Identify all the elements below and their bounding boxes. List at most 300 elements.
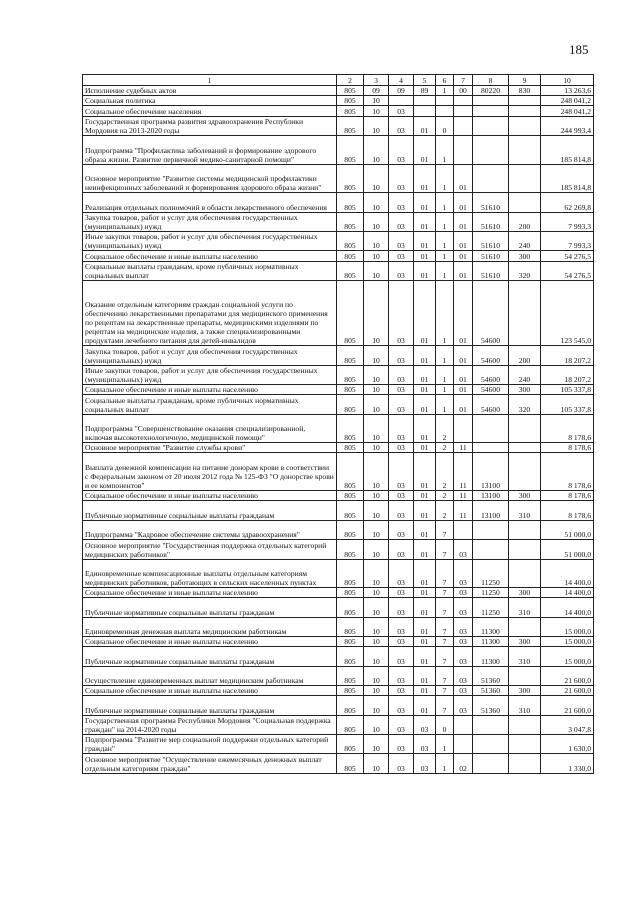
row-amount: 51 000,0 bbox=[541, 540, 594, 559]
row-code: 7 bbox=[436, 686, 454, 696]
row-code: 7 bbox=[436, 617, 454, 636]
row-name: Публичные нормативные социальные выплаты гражданам bbox=[83, 647, 337, 666]
row-code: 01 bbox=[414, 346, 436, 365]
row-code: 0 bbox=[436, 715, 454, 734]
row-code: 03 bbox=[389, 116, 414, 135]
row-code: 80220 bbox=[473, 86, 509, 96]
row-code bbox=[454, 96, 473, 106]
row-code: 51360 bbox=[473, 686, 509, 696]
row-code: 01 bbox=[414, 617, 436, 636]
row-code: 300 bbox=[509, 686, 541, 696]
row-code: 01 bbox=[414, 164, 436, 193]
row-name: Осуществление единовременных выплат медицинским работникам bbox=[83, 666, 337, 685]
row-code: 10 bbox=[364, 212, 389, 231]
row-code: 01 bbox=[414, 559, 436, 588]
row-code: 2 bbox=[436, 453, 454, 491]
row-code: 01 bbox=[414, 395, 436, 414]
row-code: 03 bbox=[389, 106, 414, 116]
row-code: 10 bbox=[364, 696, 389, 715]
row-code: 01 bbox=[454, 280, 473, 345]
row-code: 03 bbox=[389, 453, 414, 491]
row-code bbox=[509, 96, 541, 106]
table-row bbox=[83, 647, 594, 666]
row-code bbox=[473, 520, 509, 539]
row-code: 03 bbox=[389, 715, 414, 734]
table-row bbox=[83, 617, 594, 636]
row-code: 805 bbox=[337, 666, 364, 685]
row-code: 805 bbox=[337, 385, 364, 395]
row-code: 03 bbox=[389, 414, 414, 443]
row-code: 01 bbox=[414, 453, 436, 491]
row-code: 10 bbox=[364, 164, 389, 193]
row-code: 310 bbox=[509, 696, 541, 715]
row-code: 10 bbox=[364, 598, 389, 617]
row-code: 7 bbox=[436, 666, 454, 685]
row-name: Социальные выплаты гражданам, кроме публичных нормативных социальных выплат bbox=[83, 261, 337, 280]
row-code: 10 bbox=[364, 395, 389, 414]
row-code: 7 bbox=[436, 647, 454, 666]
row-name: Государственная программа Республики Мордовия "Социальная поддержка граждан" на 2014-2020 годы bbox=[83, 715, 337, 734]
row-code: 11 bbox=[454, 491, 473, 501]
row-code: 03 bbox=[389, 385, 414, 395]
row-code: 01 bbox=[414, 696, 436, 715]
row-code: 10 bbox=[364, 647, 389, 666]
row-code bbox=[509, 414, 541, 443]
row-code: 03 bbox=[454, 588, 473, 598]
table-row bbox=[83, 453, 594, 491]
row-code: 01 bbox=[414, 193, 436, 212]
row-name: Социальное обеспечение и иные выплаты населению bbox=[83, 491, 337, 501]
row-code: 10 bbox=[364, 261, 389, 280]
row-code: 830 bbox=[509, 86, 541, 96]
row-amount: 8 178,6 bbox=[541, 501, 594, 520]
row-code bbox=[473, 443, 509, 453]
row-code: 805 bbox=[337, 715, 364, 734]
row-code: 805 bbox=[337, 598, 364, 617]
row-code: 10 bbox=[364, 559, 389, 588]
row-code: 03 bbox=[389, 735, 414, 754]
row-code: 805 bbox=[337, 686, 364, 696]
header-cell: 3 bbox=[364, 75, 389, 86]
row-code: 7 bbox=[436, 540, 454, 559]
row-code: 1 bbox=[436, 365, 454, 384]
row-code: 01 bbox=[414, 491, 436, 501]
row-code: 7 bbox=[436, 559, 454, 588]
table-row bbox=[83, 116, 594, 135]
row-code: 805 bbox=[337, 135, 364, 164]
row-code: 11 bbox=[454, 443, 473, 453]
table-row bbox=[83, 251, 594, 261]
row-code bbox=[473, 414, 509, 443]
row-code: 54600 bbox=[473, 395, 509, 414]
row-code bbox=[509, 443, 541, 453]
row-name: Государственная программа развития здравоохранения Республики Мордовия на 2013-2020 годы bbox=[83, 116, 337, 135]
row-name: Единовременная денежная выплата медицинским работникам bbox=[83, 617, 337, 636]
row-code: 03 bbox=[389, 617, 414, 636]
row-code: 03 bbox=[389, 686, 414, 696]
row-code bbox=[509, 116, 541, 135]
table-row bbox=[83, 491, 594, 501]
row-code: 10 bbox=[364, 414, 389, 443]
row-code: 51610 bbox=[473, 231, 509, 250]
row-code: 51610 bbox=[473, 193, 509, 212]
row-code bbox=[473, 164, 509, 193]
row-code: 03 bbox=[389, 520, 414, 539]
row-code: 1 bbox=[436, 212, 454, 231]
row-code: 13100 bbox=[473, 453, 509, 491]
row-code bbox=[454, 116, 473, 135]
row-code: 02 bbox=[454, 754, 473, 773]
table-row bbox=[83, 193, 594, 212]
row-code: 51610 bbox=[473, 212, 509, 231]
row-code: 10 bbox=[364, 491, 389, 501]
row-code: 03 bbox=[454, 559, 473, 588]
row-code: 300 bbox=[509, 385, 541, 395]
row-code: 10 bbox=[364, 453, 389, 491]
row-code: 03 bbox=[389, 647, 414, 666]
row-code: 03 bbox=[389, 261, 414, 280]
row-code: 03 bbox=[389, 588, 414, 598]
row-code bbox=[454, 135, 473, 164]
row-code: 10 bbox=[364, 443, 389, 453]
row-code: 11 bbox=[454, 501, 473, 520]
row-code: 805 bbox=[337, 231, 364, 250]
row-code: 10 bbox=[364, 715, 389, 734]
row-code: 805 bbox=[337, 540, 364, 559]
row-code: 200 bbox=[509, 212, 541, 231]
row-code: 01 bbox=[414, 540, 436, 559]
row-code: 11300 bbox=[473, 647, 509, 666]
row-code: 300 bbox=[509, 637, 541, 647]
row-code: 03 bbox=[389, 501, 414, 520]
row-amount: 8 178,6 bbox=[541, 453, 594, 491]
table-row bbox=[83, 365, 594, 384]
row-code: 03 bbox=[454, 637, 473, 647]
row-code: 10 bbox=[364, 135, 389, 164]
row-code: 1 bbox=[436, 164, 454, 193]
row-code bbox=[454, 520, 473, 539]
row-code: 2 bbox=[436, 491, 454, 501]
row-name: Социальное обеспечение и иные выплаты населению bbox=[83, 686, 337, 696]
row-code: 10 bbox=[364, 637, 389, 647]
row-code: 01 bbox=[414, 647, 436, 666]
row-amount: 54 276,5 bbox=[541, 261, 594, 280]
row-amount: 18 207,2 bbox=[541, 346, 594, 365]
table-row bbox=[83, 598, 594, 617]
row-amount: 8 178,6 bbox=[541, 491, 594, 501]
row-code: 01 bbox=[414, 520, 436, 539]
row-code: 10 bbox=[364, 280, 389, 345]
row-code: 310 bbox=[509, 501, 541, 520]
row-code: 01 bbox=[454, 365, 473, 384]
header-cell: 5 bbox=[414, 75, 436, 86]
row-code: 09 bbox=[364, 86, 389, 96]
row-code: 01 bbox=[414, 385, 436, 395]
row-amount: 18 207,2 bbox=[541, 365, 594, 384]
row-code: 2 bbox=[436, 443, 454, 453]
table-row bbox=[83, 686, 594, 696]
row-name: Подпрограмма "Кадровое обеспечение системы здравоохранения" bbox=[83, 520, 337, 539]
row-code: 805 bbox=[337, 280, 364, 345]
row-code: 03 bbox=[389, 666, 414, 685]
row-code: 03 bbox=[389, 395, 414, 414]
row-code bbox=[389, 96, 414, 106]
row-code: 03 bbox=[389, 135, 414, 164]
row-code: 01 bbox=[454, 193, 473, 212]
row-code: 03 bbox=[389, 346, 414, 365]
row-code: 01 bbox=[414, 135, 436, 164]
row-code: 03 bbox=[389, 164, 414, 193]
table-row bbox=[83, 86, 594, 96]
row-code: 1 bbox=[436, 735, 454, 754]
row-code: 10 bbox=[364, 193, 389, 212]
row-code: 51610 bbox=[473, 261, 509, 280]
row-amount: 3 047,8 bbox=[541, 715, 594, 734]
row-amount: 21 600,0 bbox=[541, 686, 594, 696]
row-code: 1 bbox=[436, 280, 454, 345]
row-name: Социальное обеспечение и иные выплаты населению bbox=[83, 385, 337, 395]
row-name: Основное мероприятие "Развитие системы медицинской профилактики неинфекционных заболеваний и формирования здорового образа жизни" bbox=[83, 164, 337, 193]
row-code: 11250 bbox=[473, 588, 509, 598]
table-row bbox=[83, 212, 594, 231]
table-row bbox=[83, 96, 594, 106]
row-code: 300 bbox=[509, 251, 541, 261]
row-code bbox=[509, 453, 541, 491]
table-body bbox=[83, 86, 594, 774]
row-code: 240 bbox=[509, 231, 541, 250]
row-name: Исполнение судебных актов bbox=[83, 86, 337, 96]
row-code bbox=[473, 116, 509, 135]
row-code: 03 bbox=[454, 686, 473, 696]
row-code bbox=[509, 106, 541, 116]
row-name: Социальное обеспечение населения bbox=[83, 106, 337, 116]
row-code: 51360 bbox=[473, 666, 509, 685]
table-row bbox=[83, 754, 594, 773]
row-name: Закупка товаров, работ и услуг для обеспечения государственных (муниципальных) нужд bbox=[83, 346, 337, 365]
row-code: 10 bbox=[364, 666, 389, 685]
row-code: 10 bbox=[364, 686, 389, 696]
row-code: 7 bbox=[436, 637, 454, 647]
row-code: 03 bbox=[389, 365, 414, 384]
table-row bbox=[83, 280, 594, 345]
row-code: 805 bbox=[337, 647, 364, 666]
row-amount: 15 000,0 bbox=[541, 637, 594, 647]
table-row bbox=[83, 395, 594, 414]
row-amount: 1 630,0 bbox=[541, 735, 594, 754]
row-code: 320 bbox=[509, 261, 541, 280]
table-row bbox=[83, 501, 594, 520]
table-row bbox=[83, 540, 594, 559]
row-code: 805 bbox=[337, 696, 364, 715]
row-code: 10 bbox=[364, 735, 389, 754]
row-code: 805 bbox=[337, 617, 364, 636]
row-code: 10 bbox=[364, 365, 389, 384]
row-code: 1 bbox=[436, 385, 454, 395]
row-name: Социальное обеспечение и иные выплаты населению bbox=[83, 251, 337, 261]
row-code: 805 bbox=[337, 637, 364, 647]
row-code: 10 bbox=[364, 106, 389, 116]
row-code: 805 bbox=[337, 346, 364, 365]
row-code bbox=[509, 520, 541, 539]
row-code: 01 bbox=[454, 212, 473, 231]
row-code: 03 bbox=[454, 696, 473, 715]
row-name: Социальная политика bbox=[83, 96, 337, 106]
row-name: Социальное обеспечение и иные выплаты населению bbox=[83, 637, 337, 647]
row-code: 11 bbox=[454, 453, 473, 491]
header-cell: 2 bbox=[337, 75, 364, 86]
header-cell: 4 bbox=[389, 75, 414, 86]
table-row bbox=[83, 666, 594, 685]
row-code: 805 bbox=[337, 414, 364, 443]
row-code: 03 bbox=[454, 540, 473, 559]
row-code bbox=[473, 135, 509, 164]
row-code: 805 bbox=[337, 520, 364, 539]
row-code: 310 bbox=[509, 647, 541, 666]
row-code bbox=[473, 106, 509, 116]
row-code: 1 bbox=[436, 346, 454, 365]
row-name: Реализация отдельных полномочий в области лекарственного обеспечения bbox=[83, 193, 337, 212]
row-code bbox=[473, 96, 509, 106]
table-row bbox=[83, 106, 594, 116]
row-code: 03 bbox=[389, 231, 414, 250]
row-code: 10 bbox=[364, 588, 389, 598]
row-code: 01 bbox=[414, 598, 436, 617]
row-name: Иные закупки товаров, работ и услуг для обеспечения государственных (муниципальных) нужд bbox=[83, 231, 337, 250]
row-code: 03 bbox=[389, 696, 414, 715]
row-code: 01 bbox=[414, 686, 436, 696]
row-code bbox=[509, 617, 541, 636]
row-code: 1 bbox=[436, 193, 454, 212]
row-code: 1 bbox=[436, 754, 454, 773]
row-code: 54600 bbox=[473, 346, 509, 365]
row-code: 89 bbox=[414, 86, 436, 96]
row-code bbox=[509, 735, 541, 754]
row-code: 01 bbox=[414, 666, 436, 685]
row-code: 10 bbox=[364, 251, 389, 261]
row-code: 01 bbox=[414, 116, 436, 135]
row-name: Основное мероприятие "Государственная поддержка отдельных категорий медицинских работников" bbox=[83, 540, 337, 559]
row-code bbox=[509, 135, 541, 164]
row-code: 03 bbox=[389, 598, 414, 617]
row-code: 10 bbox=[364, 540, 389, 559]
row-code: 7 bbox=[436, 696, 454, 715]
row-code: 805 bbox=[337, 735, 364, 754]
row-code: 805 bbox=[337, 212, 364, 231]
row-code: 805 bbox=[337, 193, 364, 212]
table-row bbox=[83, 443, 594, 453]
row-amount: 105 337,8 bbox=[541, 385, 594, 395]
table-row bbox=[83, 715, 594, 734]
table-row bbox=[83, 385, 594, 395]
header-cell: 1 bbox=[83, 75, 337, 86]
table-row bbox=[83, 588, 594, 598]
page-number: 185 bbox=[569, 42, 589, 57]
row-name: Подпрограмма "Развитие мер социальной поддержки отдельных категорий граждан" bbox=[83, 735, 337, 754]
row-name: Основное мероприятие "Осуществление ежемесячных денежных выплат отдельным категориям граждан" bbox=[83, 754, 337, 773]
row-code: 1 bbox=[436, 261, 454, 280]
row-name: Публичные нормативные социальные выплаты гражданам bbox=[83, 598, 337, 617]
row-name: Социальные выплаты гражданам, кроме публичных нормативных социальных выплат bbox=[83, 395, 337, 414]
row-code: 01 bbox=[454, 261, 473, 280]
row-name: Оказание отдельным категориям граждан социальной услуги по обеспечению лекарственными препаратами для медицинского применения по рецептам на лекарственные препараты, медицинскими изделиями по рецептам на медицинские изделия, а также специализированными продуктами лечебного питания для детей-инвалидов bbox=[83, 280, 337, 345]
row-code: 1 bbox=[436, 86, 454, 96]
row-code: 10 bbox=[364, 754, 389, 773]
row-code: 01 bbox=[414, 251, 436, 261]
row-code: 01 bbox=[414, 588, 436, 598]
row-code: 1 bbox=[436, 231, 454, 250]
row-code: 805 bbox=[337, 106, 364, 116]
row-code: 805 bbox=[337, 588, 364, 598]
row-code: 1 bbox=[436, 395, 454, 414]
row-code bbox=[509, 164, 541, 193]
table-row bbox=[83, 520, 594, 539]
table-row bbox=[83, 135, 594, 164]
row-code: 805 bbox=[337, 116, 364, 135]
row-code: 03 bbox=[414, 754, 436, 773]
row-amount: 248 041,2 bbox=[541, 106, 594, 116]
header-cell: 10 bbox=[541, 75, 594, 86]
row-code: 805 bbox=[337, 559, 364, 588]
row-code: 03 bbox=[389, 193, 414, 212]
row-name: Подпрограмма "Профилактика заболеваний и формирование здорового образа жизни. Развитие первичной медико-санитарной помощи" bbox=[83, 135, 337, 164]
row-amount: 15 000,0 bbox=[541, 647, 594, 666]
row-amount: 244 993,4 bbox=[541, 116, 594, 135]
row-amount: 54 276,5 bbox=[541, 251, 594, 261]
row-code bbox=[509, 666, 541, 685]
table-row bbox=[83, 164, 594, 193]
row-code: 11250 bbox=[473, 559, 509, 588]
row-code: 11300 bbox=[473, 617, 509, 636]
row-code: 03 bbox=[389, 212, 414, 231]
row-code bbox=[414, 106, 436, 116]
row-code: 54600 bbox=[473, 385, 509, 395]
row-code: 10 bbox=[364, 116, 389, 135]
row-name: Единовременные компенсационные выплаты отдельным категориям медицинских работников, работающих в сельских населенных пунктах bbox=[83, 559, 337, 588]
row-code: 10 bbox=[364, 96, 389, 106]
row-code bbox=[454, 414, 473, 443]
row-code: 09 bbox=[389, 86, 414, 96]
row-code: 01 bbox=[414, 365, 436, 384]
table-header-row bbox=[83, 75, 594, 86]
row-amount: 1 330,0 bbox=[541, 754, 594, 773]
row-code: 03 bbox=[414, 715, 436, 734]
table-row bbox=[83, 261, 594, 280]
row-code: 805 bbox=[337, 251, 364, 261]
row-name: Публичные нормативные социальные выплаты гражданам bbox=[83, 696, 337, 715]
row-code: 11250 bbox=[473, 598, 509, 617]
row-name: Закупка товаров, работ и услуг для обеспечения государственных (муниципальных) нужд bbox=[83, 212, 337, 231]
row-code: 805 bbox=[337, 453, 364, 491]
row-code: 01 bbox=[414, 280, 436, 345]
row-amount: 8 178,6 bbox=[541, 414, 594, 443]
row-code: 01 bbox=[454, 385, 473, 395]
row-amount: 7 993,3 bbox=[541, 212, 594, 231]
row-amount: 7 993,3 bbox=[541, 231, 594, 250]
row-amount: 14 400,0 bbox=[541, 598, 594, 617]
row-code bbox=[509, 540, 541, 559]
row-code: 03 bbox=[454, 666, 473, 685]
row-code: 200 bbox=[509, 346, 541, 365]
row-code: 01 bbox=[454, 164, 473, 193]
row-code: 01 bbox=[414, 414, 436, 443]
row-code bbox=[436, 96, 454, 106]
row-amount: 185 814,8 bbox=[541, 135, 594, 164]
table-row bbox=[83, 559, 594, 588]
table-row bbox=[83, 346, 594, 365]
row-name: Основное мероприятие "Развитие службы крови" bbox=[83, 443, 337, 453]
row-name: Подпрограмма "Совершенствование оказания специализированной, включая высокотехнологичную, медицинской помощи" bbox=[83, 414, 337, 443]
row-code: 54600 bbox=[473, 280, 509, 345]
